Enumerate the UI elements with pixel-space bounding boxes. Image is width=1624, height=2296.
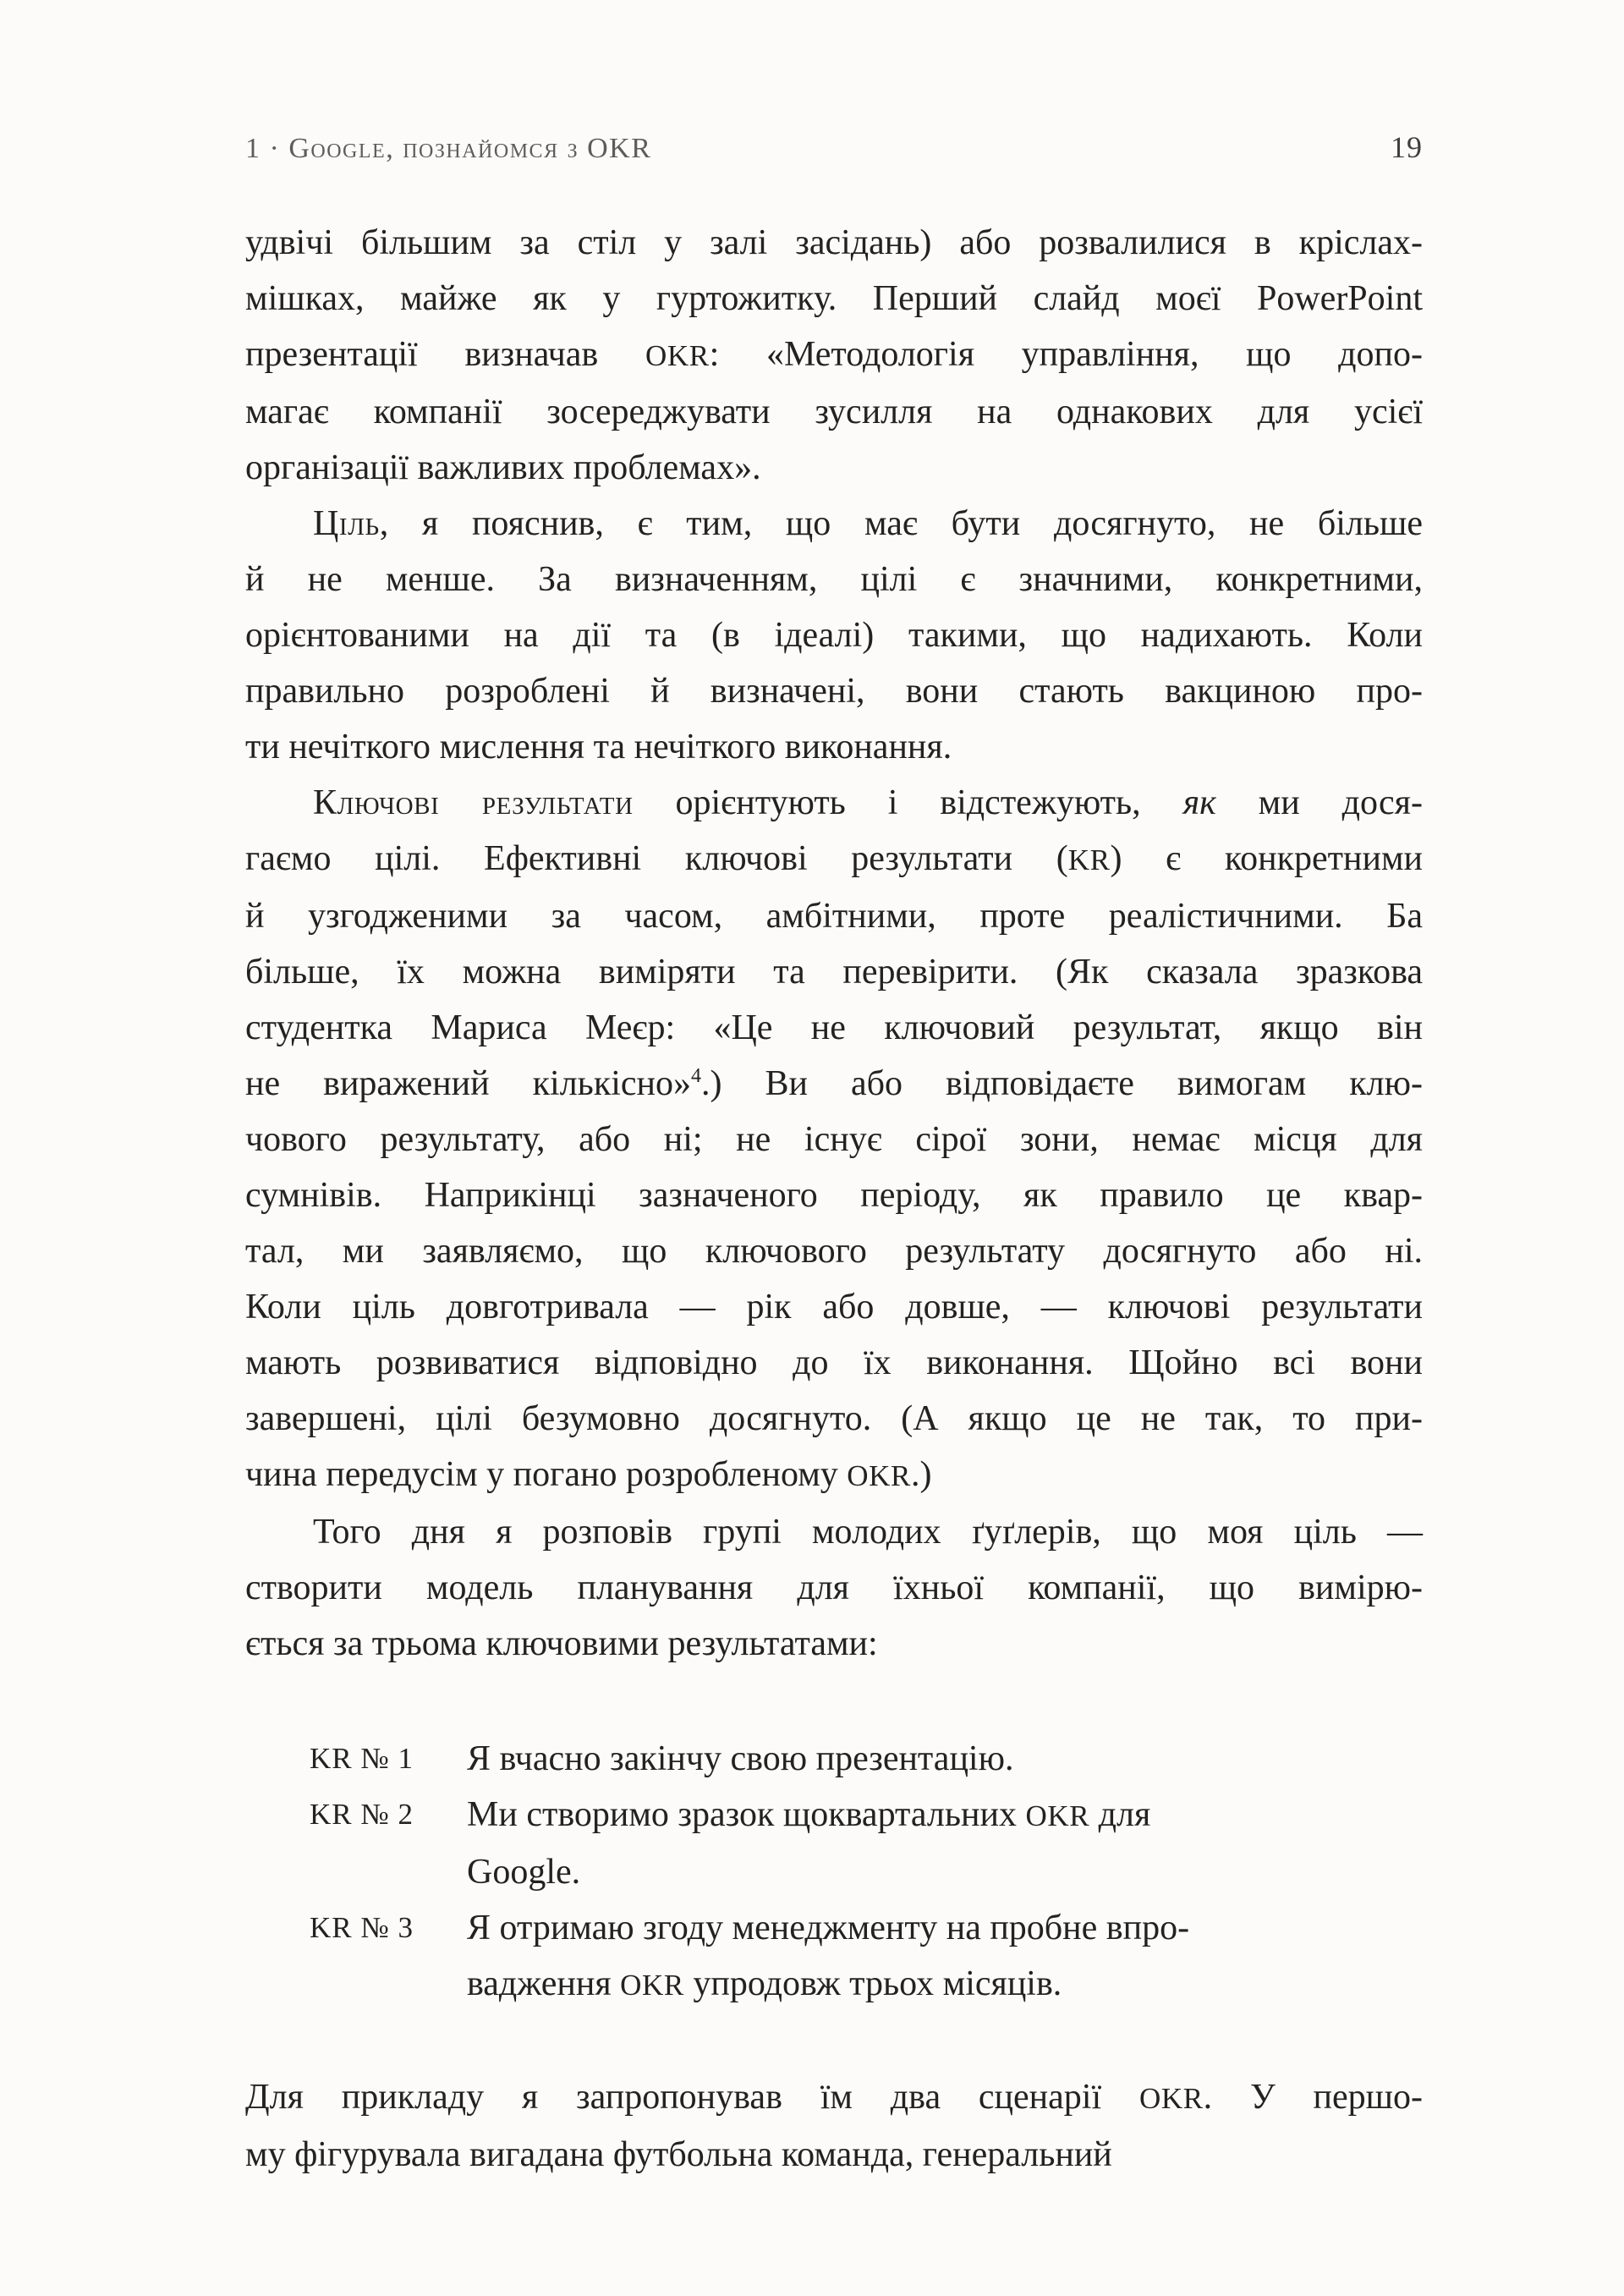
kr-list-item (310, 1787, 1423, 1900)
text-line: презентації визначав OKR: «Методологія управління, що допо- (245, 335, 1424, 374)
text-line: створити модель планування для їхньої компанії, що вимірю- (245, 1568, 1423, 1607)
kr-list (245, 1731, 1423, 2013)
text-line: Я вчасно закінчу свою презентацію. (467, 1739, 1014, 1778)
text-line: сумнівів. Наприкінці зазначеного періоду, як правило це квар- (245, 1176, 1423, 1215)
paragraph (245, 2069, 1423, 2183)
text-line: чина передусім у погано розробленому OKR.) (245, 1455, 932, 1494)
paragraph (245, 215, 1423, 496)
text-line: магає компанії зосереджувати зусилля на однакових для усієї (245, 393, 1423, 431)
kr-label: KR № 2 (310, 1798, 414, 1831)
text-line: му фігурувала вигадана футбольна команда, генеральний (245, 2135, 1112, 2174)
text-line: Для прикладу я запропонував їм два сценарії OKR. У першо- (245, 2078, 1424, 2117)
page-number: 19 (1391, 130, 1423, 164)
text-line: більше, їх можна виміряти та перевірити. (Як сказала зразкова (245, 953, 1423, 991)
text-line: Ми створимо зразок щоквартальних OKR для (467, 1795, 1151, 1834)
kr-text (467, 1787, 1423, 1900)
text-line: орієнтованими на дії та (в ідеалі) такими, що надихають. Коли (245, 616, 1423, 655)
paragraph (245, 1504, 1423, 1672)
text-line: Ціль, я пояснив, є тим, що має бути досягнуто, не більше (313, 504, 1423, 543)
text-line: не виражений кількісно»$^4$.) Ви або відповідаєте вимогам клю- (245, 1064, 1423, 1103)
text-line: Я отримаю згоду менеджменту на пробне впро- (467, 1909, 1190, 1947)
text-line: завершені, цілі безумовно досягнуто. (А якщо це не так, то при- (245, 1399, 1423, 1438)
kr-list-item (310, 1900, 1423, 2013)
text-line: студентка Мариса Меєр: «Це не ключовий результат, якщо він (245, 1008, 1423, 1047)
text-line: вадження OKR упродовж трьох місяців. (467, 1964, 1062, 2003)
text-line: й не менше. За визначенням, цілі є значними, конкретними, (245, 560, 1423, 599)
text-line: гаємо цілі. Ефективні ключові результати (KR) є конкретними (245, 839, 1424, 878)
running-title: 1 · Google, познайомся з OKR (245, 133, 652, 164)
text-line: ти нечіткого мислення та нечіткого виконання. (245, 728, 952, 766)
text-line: й узгодженими за часом, амбітними, проте реалістичними. Ба (245, 897, 1423, 936)
kr-label: KR № 1 (310, 1742, 414, 1775)
text-line: Google. (467, 1853, 581, 1892)
paragraph (245, 496, 1423, 775)
kr-text (467, 1900, 1423, 2013)
text-line: удвічі більшим за стіл у залі засідань) або розвалилися в кріслах- (245, 223, 1423, 262)
text-line: Того дня я розповів групі молодих ґуґлерів, що моя ціль — (313, 1513, 1423, 1552)
text-line: організації важливих проблемах». (245, 448, 761, 487)
text-line: ється за трьома ключовими результатами: (245, 1624, 878, 1663)
text-line: чового результату, або ні; не існує сірої зони, немає місця для (245, 1120, 1423, 1159)
page-header (245, 129, 1423, 168)
text-line: Коли ціль довготривала — рік або довше, — ключові результати (245, 1288, 1423, 1327)
paragraph (245, 775, 1423, 1504)
text-line: тал, ми заявляємо, що ключового результату досягнуто або ні. (245, 1232, 1423, 1271)
kr-label: KR № 3 (310, 1911, 414, 1944)
text-block (245, 215, 1423, 2183)
kr-text (467, 1731, 1423, 1787)
page-content (245, 129, 1423, 2183)
text-line: Ключові результати орієнтують і відстежують, як ми дося- (313, 783, 1423, 822)
text-line: мішках, майже як у гуртожитку. Перший слайд моєї PowerPoint (245, 279, 1423, 318)
text-line: правильно розроблені й визначені, вони стають вакциною про- (245, 672, 1423, 711)
text-line: мають розвиватися відповідно до їх виконання. Щойно всі вони (245, 1343, 1423, 1382)
kr-list-item (310, 1731, 1423, 1787)
